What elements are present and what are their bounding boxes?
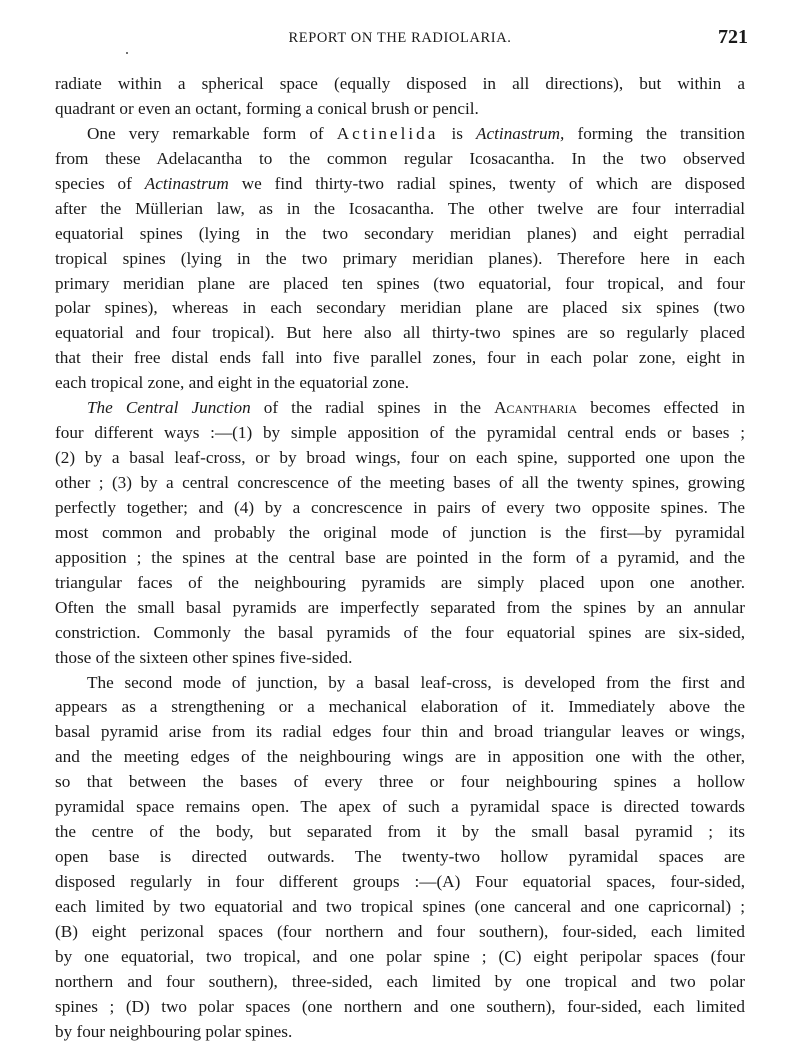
text-line: basal pyramid arise from its radial edges four thin and broad triangular leaves or wings, [55,722,745,742]
text-line [55,396,745,421]
text-line: each tropical zone, and eight in the equatorial zone. [55,373,410,393]
text-line: northern and four southern), three-sided, each limited by one tropical and two polar [55,971,745,991]
text-run: of the radial spines in the [250,398,495,418]
text-run: we find thirty-two radial spines, twenty of which are disposed [228,173,745,193]
text-line: appears as a strengthening or a mechanical elaboration of it. Immediately above the [55,697,745,717]
page-number: 721 [718,26,748,48]
text-line: each limited by two equatorial and two tropical spines (one canceral and one capricornal) ; [55,896,745,916]
text-line: primary meridian plane are placed ten spines (two equatorial, four tropical, and four [55,273,745,293]
running-title: REPORT ON THE RADIOLARIA. [288,30,512,46]
page-header [0,28,800,52]
text-line: spines ; (D) two polar spaces (one northern and one southern), four-sided, each limited [55,996,745,1016]
text-line: open base is directed outwards. The twenty-two hollow pyramidal spaces are [55,847,745,867]
text-line: that their free distal ends fall into five parallel zones, four in each polar zone, eight in [55,348,745,368]
text-line [55,172,745,197]
text-line: equatorial spines (lying in the two secondary meridian planes) and eight perradial [55,223,745,243]
body-text [55,72,745,1045]
text-line: quadrant or even an octant, forming a conical brush or pencil. [55,98,479,118]
text-line: perfectly together; and (4) by a concrescence in pairs of every two opposite spines. The [55,497,745,517]
text-line: constriction. Commonly the basal pyramids of the four equatorial spines are six-sided, [55,622,745,642]
text-line: by one equatorial, two tropical, and one polar spine ; (C) eight peripolar spaces (four [55,946,745,966]
text-line: by four neighbouring polar spines. [55,1021,293,1041]
text-line: equatorial and four tropical). But here also all thirty-two spines are so regularly placed [55,323,745,343]
text-line: those of the sixteen other spines five-sided. [55,647,353,667]
text-line: apposition ; the spines at the central base are pointed in the form of a pyramid, and the [55,547,745,567]
text-line: and the meeting edges of the neighbouring wings are in apposition one with the other, [55,747,745,767]
styled-text: The Central Junction [87,398,251,418]
text-line: polar spines), whereas in each secondary meridian plane are placed six spines (two [55,298,745,318]
text-line: (B) eight perizonal spaces (four northern and four southern), four-sided, each limited [55,921,745,941]
text-line: radiate within a spherical space (equally disposed in all directions), but within a [55,74,745,93]
paragraph [55,72,745,122]
text-line: (2) by a basal leaf-cross, or by broad wings, four on each spine, supported one upon the [55,448,745,468]
text-line: from these Adelacantha to the common regular Icosacantha. In the two observed [55,148,745,168]
styled-text: Acantharia [494,398,578,418]
text-run: is [438,123,477,143]
text-line: disposed regularly in four different groups :—(A) Four equatorial spaces, four-sided, [55,872,745,891]
text-line: triangular faces of the neighbouring pyramids are simply placed upon one another. [55,572,745,592]
text-line: Often the small basal pyramids are imperfectly separated from the spines by an annular [55,597,745,617]
styled-text: Actinastrum [144,173,229,193]
text-line: pyramidal space remains open. The apex of such a pyramidal space is directed towards [55,797,745,817]
text-line: The second mode of junction, by a basal leaf-cross, is developed from the first and [87,672,745,692]
paragraph [55,396,745,670]
text-line: after the Müllerian law, as in the Icosacantha. The other twelve are four interradial [55,198,745,218]
print-speck [126,52,128,54]
text-line: four different ways :—(1) by simple apposition of the pyramidal central ends or bases ; [55,423,745,443]
text-line: other ; (3) by a central concrescence of the meeting bases of all the twenty spines, growing [55,473,745,492]
styled-text: Actinastrum, [476,123,565,143]
text-run: becomes effected in [577,398,745,418]
text-run: forming the transition [564,123,745,143]
paragraph [55,122,745,396]
text-line: most common and probably the original mode of junction is the first—by pyramidal [55,522,745,542]
text-line: tropical spines (lying in the two primary meridian planes). Therefore here in each [55,248,745,268]
text-line [55,122,745,147]
text-line: the centre of the body, but separated from it by the small basal pyramid ; its [55,822,745,842]
paragraph [55,671,745,1045]
styled-text: Actinelida [336,123,439,143]
text-run: species of [55,173,145,193]
text-run: One very remarkable form of [87,123,337,143]
text-line: so that between the bases of every three or four neighbouring spines a hollow [55,772,745,792]
